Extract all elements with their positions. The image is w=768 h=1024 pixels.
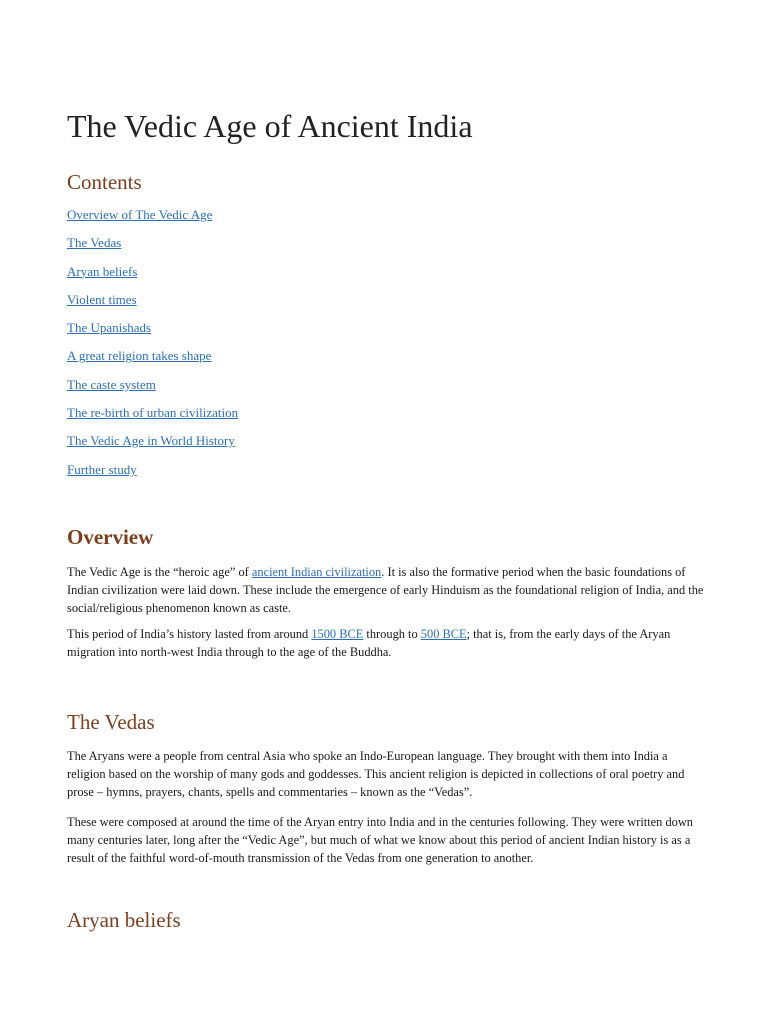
toc-item bbox=[67, 205, 238, 233]
aryan-beliefs-heading: Aryan beliefs bbox=[67, 908, 181, 932]
overview-p1-text-b: . It is also the formative period when the basic foundations of Indian civilization were laid down. These include the emergence of early Hinduism as the foundational religion of India, and the social/religious phenomenon known as caste. bbox=[67, 565, 704, 615]
overview-paragraph-1 bbox=[67, 563, 707, 617]
toc-link-world-history[interactable]: The Vedic Age in World History bbox=[67, 433, 235, 449]
toc-link-vedas[interactable]: The Vedas bbox=[67, 235, 122, 251]
overview-p1-text-a: The Vedic Age is the “heroic age” of bbox=[67, 565, 252, 579]
toc-item bbox=[67, 233, 238, 261]
overview-p2-text-c: ; that is, from the early days of the Aryan migration into north-west India through to the age of the Buddha. bbox=[67, 627, 671, 659]
toc-item bbox=[67, 431, 238, 459]
toc-item bbox=[67, 290, 238, 318]
overview-heading: Overview bbox=[67, 525, 154, 549]
toc-link-aryan-beliefs[interactable]: Aryan beliefs bbox=[67, 263, 138, 279]
vedas-heading: The Vedas bbox=[67, 710, 155, 734]
contents-heading: Contents bbox=[67, 170, 142, 194]
overview-paragraph-2 bbox=[67, 625, 707, 661]
overview-p2-text-b: through to bbox=[363, 627, 421, 641]
toc-link-further-study[interactable]: Further study bbox=[67, 461, 137, 477]
vedas-paragraph-2: These were composed at around the time of the Aryan entry into India and in the centuries following. They were written down many centuries later, long after the “Vedic Age”, but much of what we know about this period of ancient Indian history is as a result of the faithful word-of-mouth transmission of the Vedas from one generation to another. bbox=[67, 815, 693, 865]
toc-item bbox=[67, 375, 238, 403]
500-bce-link[interactable]: 500 BCE bbox=[420, 627, 467, 641]
overview-p2-text-a: This period of India’s history lasted from around bbox=[67, 627, 312, 641]
page-title: The Vedic Age of Ancient India bbox=[67, 108, 473, 144]
toc-item bbox=[67, 403, 238, 431]
toc-item bbox=[67, 318, 238, 346]
toc-link-great-religion[interactable]: A great religion takes shape bbox=[67, 348, 212, 364]
toc-link-overview[interactable]: Overview of The Vedic Age bbox=[67, 207, 213, 222]
toc-link-upanishads[interactable]: The Upanishads bbox=[67, 320, 152, 336]
toc-link-caste-system[interactable]: The caste system bbox=[67, 376, 156, 392]
toc-item bbox=[67, 262, 238, 290]
toc-link-violent-times[interactable]: Violent times bbox=[67, 291, 137, 307]
toc-item bbox=[67, 346, 238, 374]
1500-bce-link[interactable]: 1500 BCE bbox=[311, 627, 364, 641]
vedas-paragraph-1: The Aryans were a people from central Asia who spoke an Indo-European language. They brought with them into India a religion based on the worship of many gods and goddesses. This ancient religion is depicted in collections of oral poetry and prose – hymns, prayers, chants, spells and commentaries – known as the “Vedas”. bbox=[67, 749, 685, 799]
table-of-contents bbox=[67, 205, 238, 488]
ancient-indian-civilization-link[interactable]: ancient Indian civilization bbox=[251, 565, 382, 579]
toc-link-urban-civilization[interactable]: The re-birth of urban civilization bbox=[67, 405, 239, 421]
toc-item bbox=[67, 460, 238, 488]
